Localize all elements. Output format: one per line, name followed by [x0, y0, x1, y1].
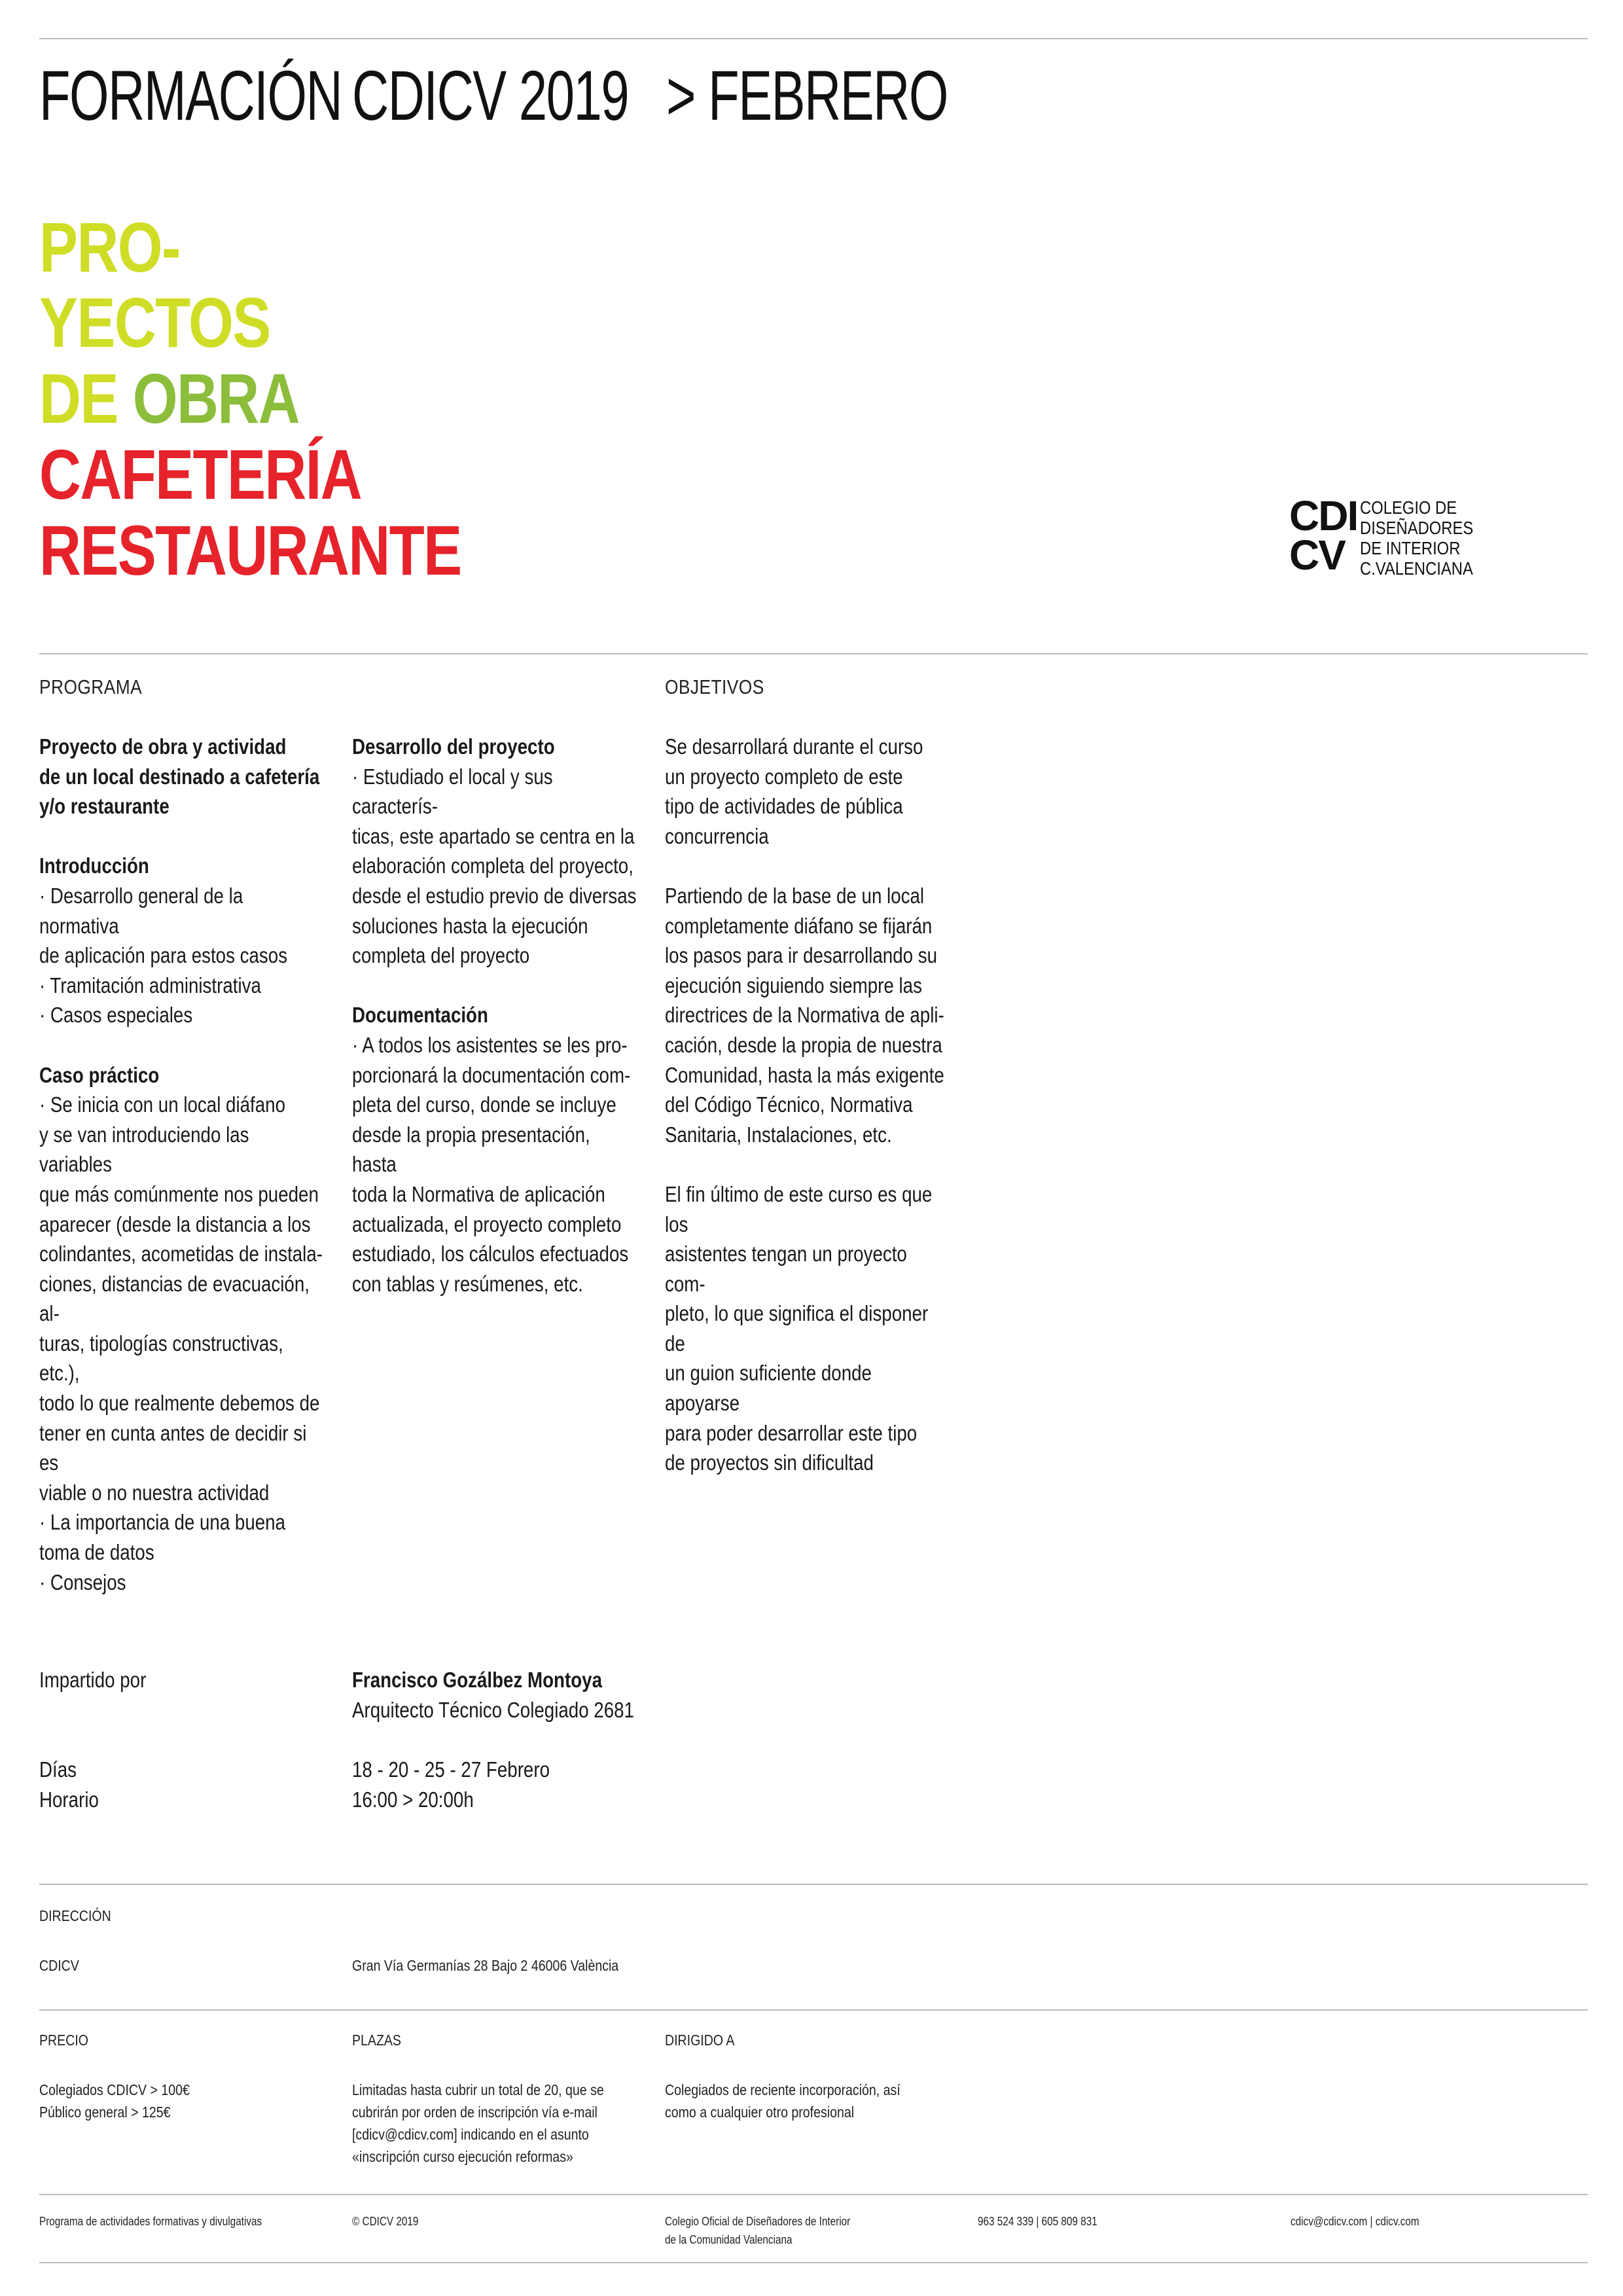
dias-value: 18 - 20 - 25 - 27 Febrero — [352, 1757, 550, 1782]
precio-value: Colegiados CDICV > 100€ Público general > 125€ — [39, 2081, 190, 2121]
footer-program-text: Programa de actividades formativas y divulgativas — [39, 2215, 262, 2228]
programa-column-1 — [39, 732, 325, 1597]
section-rule-direccion — [39, 1884, 1588, 1885]
footer-contact: cdicv@cdicv.com | cdicv.com — [1291, 2215, 1419, 2228]
objetivos-column — [665, 732, 951, 1478]
caso-practico-body: · Se inicia con un local diáfano y se van introduciendo las variables que más comúnmente nos pueden aparecer (desde la distancia a los colindantes, acometidas de instala- ciones, distancias de evacuación, al- turas, tipologías constructivas, etc.), todo lo que realmente debemos de tener en cunta antes de decidir si es viable o no nuestra actividad · La importancia de una buena toma de datos · Consejos — [39, 1092, 323, 1594]
footer-colegio: Colegio Oficial de Diseñadores de Interior de la Comunidad Valenciana — [665, 2215, 851, 2246]
title-line-2: YECTOS — [39, 283, 270, 362]
horario-value: 16:00 > 20:00h — [352, 1787, 474, 1812]
footer-rule-bottom — [39, 2262, 1588, 2263]
precio-label: PRECIO — [39, 2032, 88, 2049]
logo-text: COLEGIO DE DISEÑADORES DE INTERIOR C.VALENCIANA — [1360, 497, 1474, 579]
course-heading: Proyecto de obra y actividad de un local destinado a cafetería y/o restaurante — [39, 734, 320, 819]
direccion-name: CDICV — [39, 1957, 79, 1974]
programa-column-2 — [352, 732, 638, 1299]
impartido-label: Impartido por — [39, 1668, 147, 1692]
title-line-3 — [39, 359, 299, 438]
objetivos-paragraph-1: Se desarrollará durante el curso un proyecto completo de este tipo de actividades de pública concurrencia — [665, 734, 923, 848]
programa-label: PROGRAMA — [39, 675, 143, 698]
section-rule-programa — [39, 653, 1588, 655]
dias-label: Días — [39, 1757, 77, 1782]
documentacion-heading: Documentación — [352, 1003, 488, 1028]
direccion-address: Gran Vía Germanías 28 Bajo 2 46006 València — [352, 1957, 619, 1974]
footer-copyright: © CDICV 2019 — [352, 2215, 419, 2228]
dirigido-value: Colegiados de reciente incorporación, así como a cualquier otro profesional — [665, 2081, 901, 2121]
teacher-title: Arquitecto Técnico Colegiado 2681 — [352, 1698, 634, 1722]
desarrollo-heading: Desarrollo del proyecto — [352, 734, 555, 759]
top-rule — [39, 38, 1588, 39]
teacher-name: Francisco Gozálbez Montoya — [352, 1668, 602, 1692]
footer-phone: 963 524 339 | 605 809 831 — [978, 2215, 1097, 2228]
caso-practico-heading: Caso práctico — [39, 1062, 160, 1087]
introduccion-heading: Introducción — [39, 853, 149, 878]
header-cdicv-2019: CDICV 2019 — [352, 56, 629, 135]
title-word-obra: OBRA — [132, 359, 299, 438]
documentacion-body: · A todos los asistentes se les pro- porcionará la documentación com- pleta del curso, donde se incluye desde la propia presentación, hasta toda la Normativa de aplicación actualizada, el proyecto completo estudiado, los cálculos efectuados con tablas y resúmenes, etc. — [352, 1032, 631, 1296]
objetivos-paragraph-3: El fin último de este curso es que los asistentes tengan un proyecto com- pleto, lo que significa el disponer de un guion suficiente donde apoyarse para poder desarrollar este tipo de proyectos sin dificultad — [665, 1181, 933, 1475]
header-month: > FEBRERO — [666, 56, 948, 135]
objetivos-paragraph-2: Partiendo de la base de un local completamente diáfano se fijarán los pasos para ir desarrollando su ejecución siguiendo siempre las directrices de la Normativa de apli- cación, desde la propia de nuestra Comunidad, hasta la más exigente del Código Técnico, Normativa Sanitaria, Instalaciones, etc. — [665, 883, 944, 1147]
logo-mark-cdi: CDI — [1289, 492, 1358, 539]
horario-label: Horario — [39, 1787, 99, 1812]
objetivos-label: OBJETIVOS — [665, 675, 764, 698]
title-word-de: DE — [39, 359, 118, 438]
logo-mark-cv: CV — [1289, 531, 1345, 579]
introduccion-body: · Desarrollo general de la normativa de aplicación para estos casos · Tramitación administrativa · Casos especiales — [39, 883, 288, 1028]
section-rule-precio — [39, 2009, 1588, 2011]
header-formacion: FORMACIÓN — [39, 56, 342, 135]
desarrollo-body: · Estudiado el local y sus caracterís- ticas, este apartado se centra en la elaboración completa del proyecto, desde el estudio previo de diversas soluciones hasta la ejecución completa del proyecto — [352, 764, 637, 968]
title-line-1: PRO- — [39, 207, 180, 287]
direccion-label: DIRECCIÓN — [39, 1907, 111, 1924]
dirigido-label: DIRIGIDO A — [665, 2032, 735, 2049]
title-line-4: CAFETERÍA — [39, 435, 361, 514]
plazas-label: PLAZAS — [352, 2032, 401, 2049]
title-line-5: RESTAURANTE — [39, 511, 461, 590]
footer-rule-top — [39, 2194, 1588, 2195]
plazas-value: Limitadas hasta cubrir un total de 20, que se cubrirán por orden de inscripción vía e-mail [cdicv@cdicv.com] indicando en el asunto «inscripción curso ejecución reformas» — [352, 2081, 604, 2165]
